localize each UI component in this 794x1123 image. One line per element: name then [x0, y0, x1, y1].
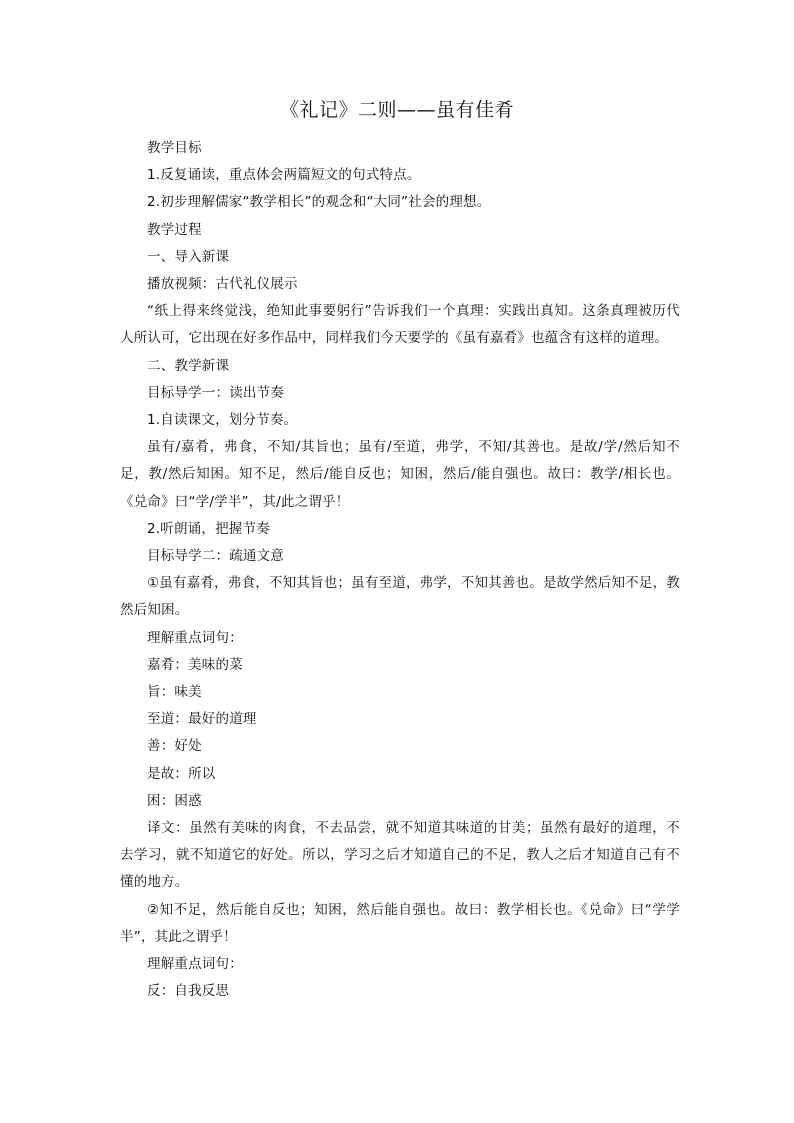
translation-paragraph: 译文：虽然有美味的肉食，不去品尝，就不知道其味道的甘美；虽然有最好的道理，不去学习，就不知道它的好处。所以，学习之后才知道自己的不足，教人之后才知道自己有不懂的地方。 [120, 820, 680, 891]
heading-teaching-process: 教学过程 [147, 221, 202, 238]
text-passage-2: ②知不足，然后能自反也；知困，然后能自强也。故曰：教学相长也。《兑命》曰“学学半”，其此之谓乎！ [120, 901, 680, 945]
vocab-item: 善：好处 [147, 738, 202, 755]
page-title: 《礼记》二则——虽有佳肴 [279, 99, 514, 121]
vocab-item: 旨：味美 [147, 684, 202, 701]
document-body [120, 135, 680, 1006]
vocab-item: 反：自我反思 [147, 983, 230, 1000]
vocab-item: 困：困惑 [147, 792, 202, 809]
goal-guide-2: 目标导学二：疏通文意 [147, 548, 284, 565]
step-listen: 2.听朗诵，把握节奏 [147, 520, 270, 537]
section-intro-heading: 一、导入新课 [147, 248, 230, 265]
vocab-heading-2: 理解重点词句： [147, 956, 243, 973]
section-new-lesson-heading: 二、教学新课 [147, 357, 230, 374]
goal-item-1: 1.反复诵读，重点体会两篇短文的句式特点。 [147, 167, 421, 184]
vocab-heading: 理解重点词句： [147, 629, 243, 646]
step-self-read: 1.自读课文，划分节奏。 [147, 412, 298, 429]
rhythm-paragraph: 虽有/嘉肴，弗食，不知/其旨也；虽有/至道，弗学，不知/其善也。是故/学/然后知不足，教/然后知困。知不足，然后/能自反也；知困，然后/能自强也。故曰：教学/相长也。《兑命》曰“学/学半”，其/此之谓乎！ [120, 439, 680, 510]
vocab-item: 是故：所以 [147, 765, 216, 782]
heading-teaching-goals: 教学目标 [147, 140, 202, 156]
video-note: 播放视频：古代礼仪展示 [147, 276, 298, 293]
goal-item-2: 2.初步理解儒家“教学相长”的观念和“大同”社会的理想。 [147, 194, 491, 211]
vocab-item: 至道：最好的道理 [147, 711, 257, 728]
goal-guide-1: 目标导学一：读出节奏 [147, 384, 284, 401]
intro-paragraph: “纸上得来终觉浅，绝知此事要躬行”告诉我们一个真理：实践出真知。这条真理被历代人所认可，它出现在好多作品中，同样我们今天要学的《虽有嘉肴》也蕴含有这样的道理。 [120, 303, 680, 347]
vocab-item: 嘉肴：美味的菜 [147, 656, 243, 673]
text-passage-1: ①虽有嘉肴，弗食，不知其旨也；虽有至道，弗学，不知其善也。是故学然后知不足，教然后知困。 [120, 575, 680, 619]
